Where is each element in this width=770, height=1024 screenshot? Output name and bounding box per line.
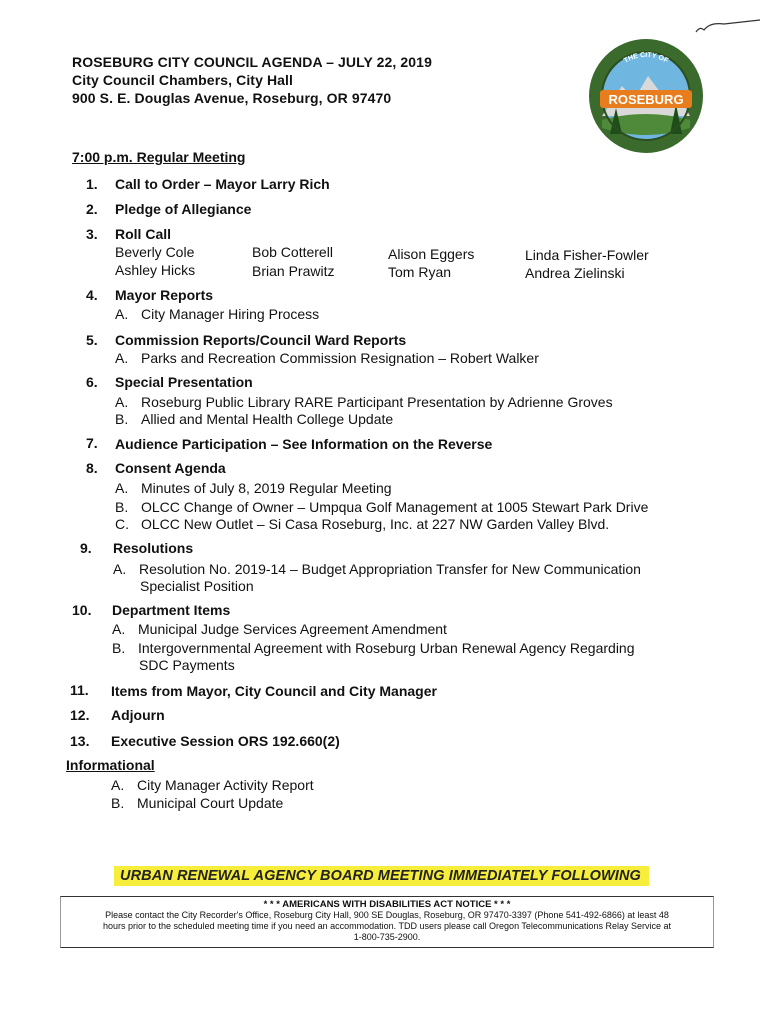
roll-call-name: Brian Prawitz <box>252 263 335 279</box>
sub-item: B. Municipal Court Update <box>111 795 284 811</box>
item-audience-participation: Audience Participation – See Information on the Reverse <box>115 436 493 452</box>
item-mayor-reports: Mayor Reports <box>115 287 214 303</box>
seal-name: ROSEBURG <box>608 92 684 107</box>
item-commission-reports: Commission Reports/Council Ward Reports <box>115 332 407 348</box>
item-department-items: Department Items <box>112 602 231 618</box>
address-line: 900 S. E. Douglas Avenue, Roseburg, OR 97470 <box>72 90 392 106</box>
sub-item: A. Minutes of July 8, 2019 Regular Meeting <box>115 480 392 496</box>
item-number: 13. <box>70 733 90 749</box>
agenda-title: ROSEBURG CITY COUNCIL AGENDA – JULY 22, 2019 <box>72 54 432 70</box>
urban-renewal-notice: URBAN RENEWAL AGENCY BOARD MEETING IMMEDIATELY FOLLOWING <box>114 866 649 886</box>
sub-item: A. Municipal Judge Services Agreement Amendment <box>112 621 447 637</box>
item-number: 10. <box>72 602 92 618</box>
roll-call-name: Beverly Cole <box>115 244 195 260</box>
item-number: 3. <box>86 226 98 242</box>
item-number: 6. <box>86 374 98 390</box>
sub-item: A. City Manager Hiring Process <box>115 306 320 322</box>
item-number: 5. <box>86 332 98 348</box>
item-number: 9. <box>80 540 92 556</box>
sub-item: A. Parks and Recreation Commission Resignation – Robert Walker <box>115 350 539 366</box>
item-special-presentation: Special Presentation <box>115 374 253 390</box>
sub-item: B. Intergovernmental Agreement with Roseburg Urban Renewal Agency Regarding <box>112 640 635 656</box>
item-adjourn: Adjourn <box>111 707 165 723</box>
item-number: 4. <box>86 287 98 303</box>
roll-call-name: Tom Ryan <box>388 264 452 280</box>
roll-call-name: Andrea Zielinski <box>525 265 625 281</box>
roll-call-name: Bob Cotterell <box>252 244 333 260</box>
item-number: 11. <box>70 682 89 698</box>
sub-item: A. Resolution No. 2019-14 – Budget Appropriation Transfer for New Communication <box>113 561 641 577</box>
ada-notice-line: 1-800-735-2900. <box>353 932 421 942</box>
sub-item: B. OLCC Change of Owner – Umpqua Golf Management at 1005 Stewart Park Drive <box>115 499 649 515</box>
city-seal-logo <box>588 38 704 154</box>
venue-line: City Council Chambers, City Hall <box>72 72 294 88</box>
informational-title: Informational <box>66 757 155 773</box>
item-number: 7. <box>86 435 98 451</box>
item-number: 12. <box>70 707 90 723</box>
item-mayor-council-manager: Items from Mayor, City Council and City Manager <box>111 683 437 699</box>
roll-call-name: Alison Eggers <box>388 246 475 262</box>
sub-item-continued: Specialist Position <box>140 578 254 594</box>
item-roll-call: Roll Call <box>115 226 172 242</box>
seal-top-text: THE CITY OF <box>622 51 670 65</box>
ada-notice-box <box>60 896 714 948</box>
item-call-to-order: Call to Order – Mayor Larry Rich <box>115 176 330 192</box>
meeting-title: 7:00 p.m. Regular Meeting <box>72 149 246 165</box>
item-number: 8. <box>86 460 98 476</box>
item-executive-session: Executive Session ORS 192.660(2) <box>111 733 340 749</box>
handwritten-check-mark <box>694 16 762 38</box>
ada-notice-line: Please contact the City Recorder's Office, Roseburg City Hall, 900 SE Douglas, Roseburg, OR 97470-3397 (Phone 541-492-6866) at least 48 <box>105 910 669 920</box>
sub-item-continued: SDC Payments <box>139 657 235 673</box>
item-resolutions: Resolutions <box>113 540 194 556</box>
sub-item: A. City Manager Activity Report <box>111 777 314 793</box>
item-number: 1. <box>86 176 98 192</box>
sub-item: B. Allied and Mental Health College Update <box>115 411 394 427</box>
item-number: 2. <box>86 201 98 217</box>
item-consent-agenda: Consent Agenda <box>115 460 226 476</box>
item-pledge: Pledge of Allegiance <box>115 201 252 217</box>
sub-item: A. Roseburg Public Library RARE Participant Presentation by Adrienne Groves <box>115 394 613 410</box>
roll-call-name: Ashley Hicks <box>115 262 196 278</box>
roll-call-name: Linda Fisher-Fowler <box>525 247 649 263</box>
sub-item: C. OLCC New Outlet – Si Casa Roseburg, Inc. at 227 NW Garden Valley Blvd. <box>115 516 610 532</box>
ada-notice-line: hours prior to the scheduled meeting time if you need an accommodation. TDD users please call Oregon Telecommunications Relay Service at <box>103 921 671 931</box>
ada-notice-title: * * * AMERICANS WITH DISABILITIES ACT NOTICE * * * <box>263 899 511 910</box>
